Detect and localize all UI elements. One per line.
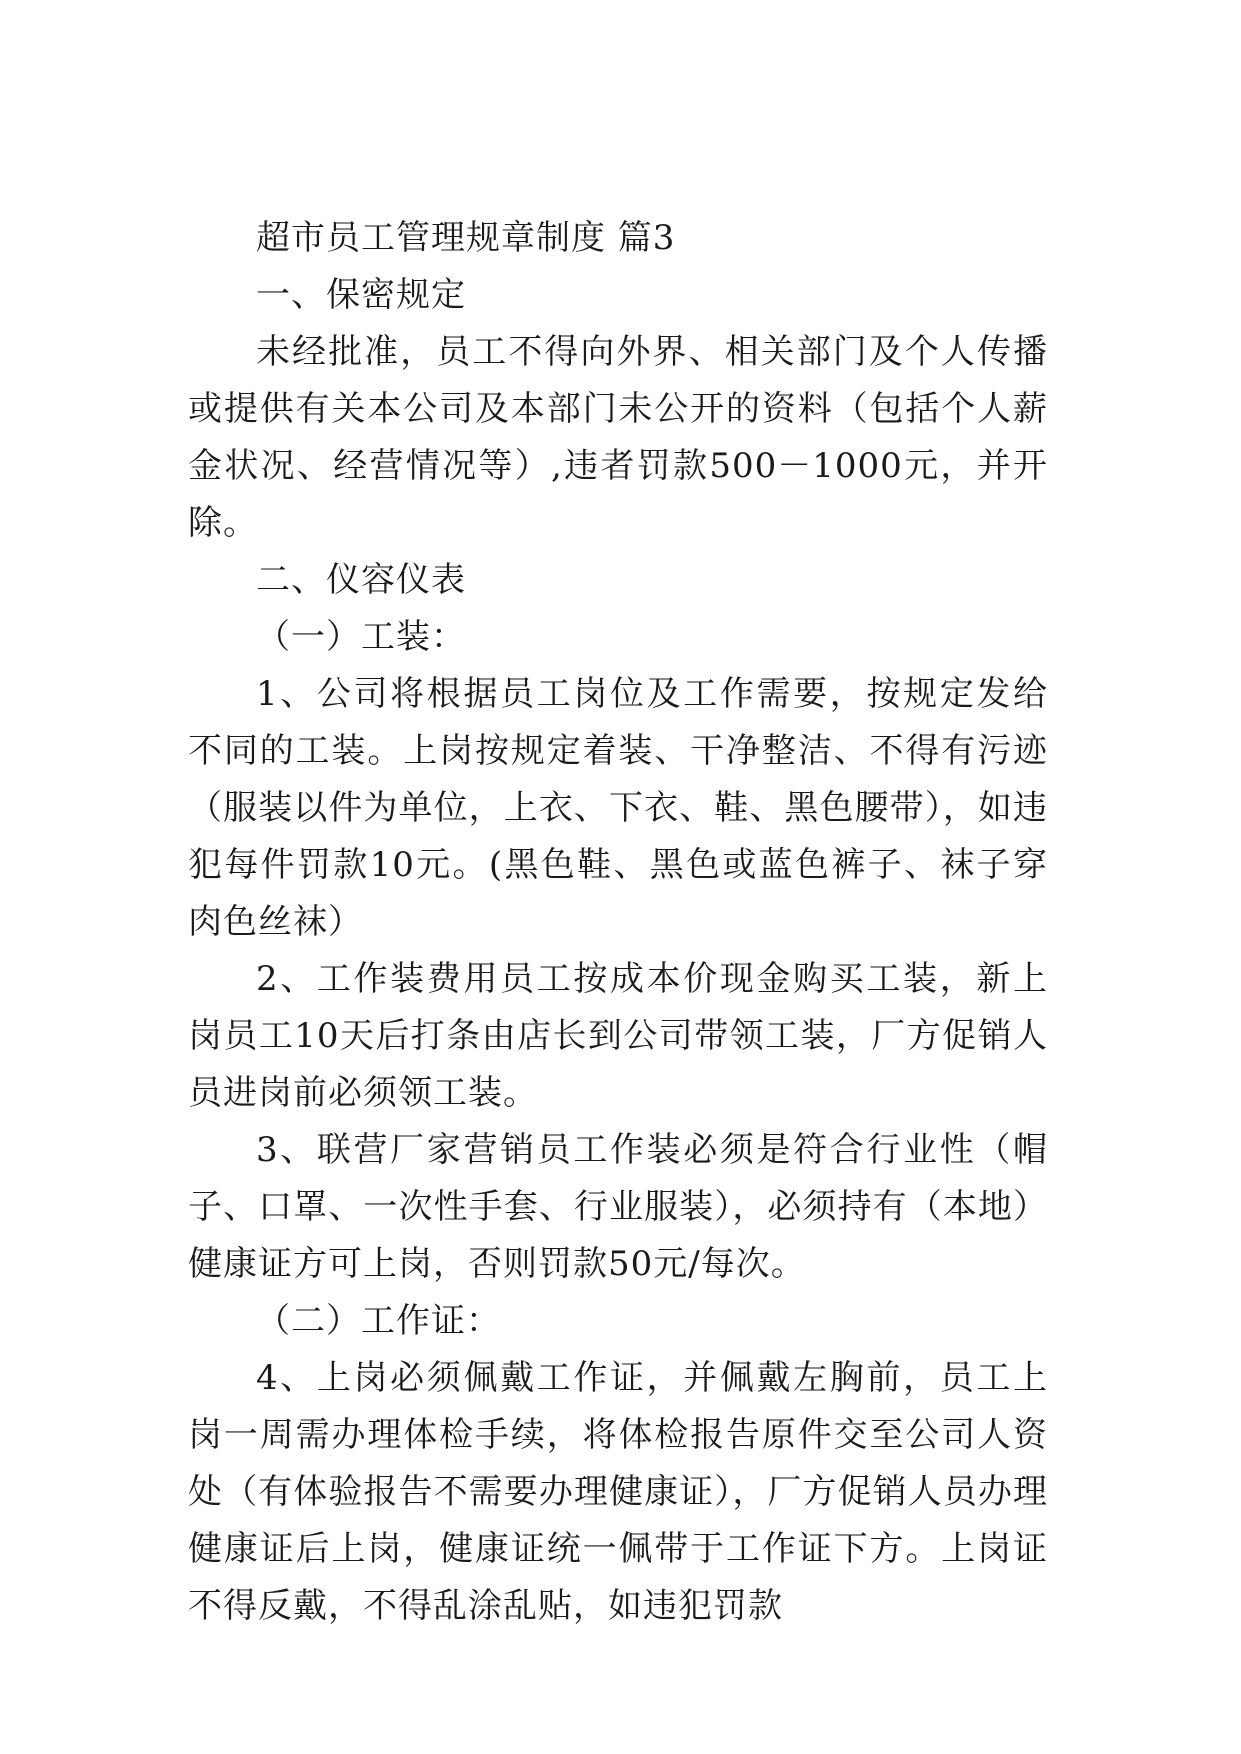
section-heading-confidentiality: 一、保密规定 [256, 275, 466, 315]
paragraph-item-3: 3、联营厂家营销员工作装必须是符合行业性（帽子、口罩、一次性手套、行业服装），必须持有（本地）健康证方可上岗，否则罚款50元/每次。 [188, 1130, 1048, 1284]
paragraph-item-1: 1、公司将根据员工岗位及工作需要，按规定发给不同的工装。上岗按规定着装、干净整洁、不得有污迹（服装以件为单位，上衣、下衣、鞋、黑色腰带），如违犯每件罚款10元。(黑色鞋、黑色或蓝色裤子、袜子穿肉色丝袜） [188, 674, 1048, 942]
section-heading-appearance: 二、仪容仪表 [256, 560, 466, 600]
paragraph-item-2: 2、工作装费用员工按成本价现金购买工装，新上岗员工10天后打条由店长到公司带领工装，厂方促销人员进岗前必须领工装。 [188, 959, 1048, 1113]
document-body [188, 210, 1048, 1635]
document-title: 超市员工管理规章制度 篇3 [256, 218, 676, 258]
paragraph-confidentiality: 未经批准，员工不得向外界、相关部门及个人传播或提供有关本公司及本部门未公开的资料（包括个人薪金状况、经营情况等）,违者罚款500－1000元，并开除。 [188, 332, 1048, 543]
paragraph-item-4: 4、上岗必须佩戴工作证，并佩戴左胸前，员工上岗一周需办理体检手续，将体检报告原件交至公司人资处（有体验报告不需要办理健康证），厂方促销人员办理健康证后上岗，健康证统一佩带于工作证下方。上岗证不得反戴，不得乱涂乱贴，如违犯罚款 [188, 1358, 1048, 1626]
subsection-heading-uniform: （一）工装： [256, 617, 466, 657]
subsection-heading-work-badge: （二）工作证： [256, 1301, 501, 1341]
